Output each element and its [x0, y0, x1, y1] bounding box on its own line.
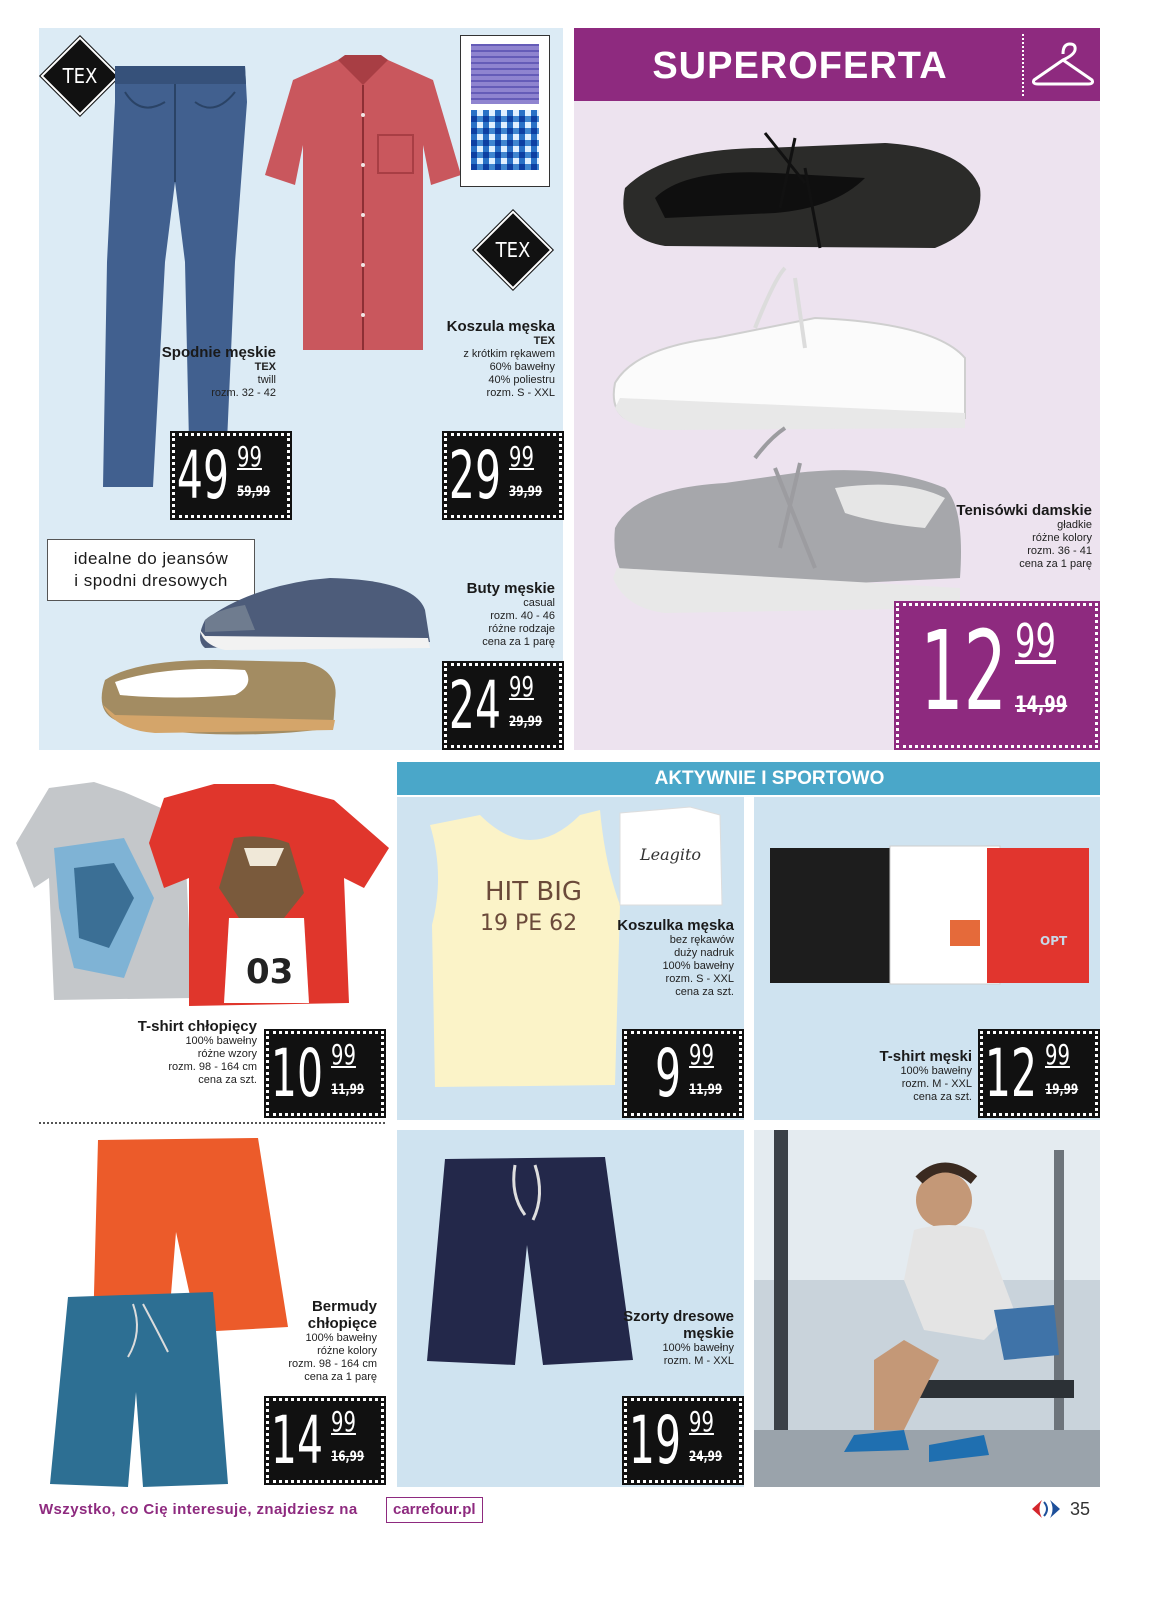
price-cents: 99 [1045, 1038, 1070, 1071]
price-cents: 99 [1015, 614, 1056, 668]
product-spec: rozm. 98 - 164 cm [288, 1358, 377, 1370]
callout-line: i spodni dresowych [74, 571, 228, 590]
price-main: 10 [270, 1035, 323, 1112]
sneakers-image [605, 128, 990, 628]
tex-badge: TEX [40, 36, 119, 115]
price-tag-shirt [444, 433, 562, 518]
banner-divider [1022, 34, 1024, 96]
tshirt-boy-info [135, 1018, 257, 1087]
tank-top-info [600, 917, 734, 999]
price-cents: 99 [331, 1405, 356, 1438]
price-tag-pants [172, 433, 290, 518]
product-spec: rozm. M - XXL [901, 1078, 972, 1090]
price-tag-szorty [624, 1398, 742, 1483]
fabric-swatches [460, 35, 550, 187]
price-main: 49 [176, 437, 229, 514]
product-spec: twill [257, 374, 276, 386]
product-spec: rozm. 40 - 46 [490, 610, 555, 622]
product-spec: cena za 1 parę [304, 1371, 377, 1383]
shirt-info [420, 318, 555, 400]
product-title: Koszula męska [446, 318, 555, 335]
product-spec: cena za 1 parę [482, 636, 555, 648]
swatch-blue-plaid [471, 110, 539, 170]
svg-text:Leagito: Leagito [640, 845, 702, 864]
price-cents: 99 [331, 1038, 356, 1071]
price-tag-tank-top [624, 1031, 742, 1116]
shirt-image [263, 55, 463, 355]
svg-text:OPT: OPT [1040, 934, 1068, 948]
product-title: Szorty dresowe męskie [623, 1308, 734, 1342]
price-tag-men-tshirt [980, 1031, 1098, 1116]
boy-tshirts-image [14, 778, 392, 1008]
carrefour-logo-icon [1030, 1498, 1062, 1520]
men-tshirt-info [840, 1048, 972, 1104]
product-spec: cena za szt. [675, 986, 734, 998]
swatch-purple-check [471, 44, 539, 104]
price-tag-bermudy [266, 1398, 384, 1483]
sport-section-title: AKTYWNIE I SPORTOWO [654, 768, 885, 789]
price-cents: 99 [689, 1405, 714, 1438]
old-price: 24,99 [689, 1449, 723, 1465]
product-title: T-shirt męski [879, 1048, 972, 1065]
svg-text:19 PE 62: 19 PE 62 [480, 911, 578, 936]
product-spec: z krótkim rękawem [463, 348, 555, 360]
product-spec: różne kolory [317, 1345, 377, 1357]
svg-text:03: 03 [246, 952, 294, 992]
price-tag-men-shoes [444, 663, 562, 748]
price-main: 19 [628, 1402, 681, 1479]
product-title: Spodnie męskie [161, 344, 276, 361]
product-spec: różne wzory [197, 1048, 257, 1060]
product-brand: TEX [254, 361, 276, 373]
footer-text: Wszystko, co Cię interesuje, znajdziesz na [39, 1501, 358, 1518]
old-price: 29,99 [509, 714, 543, 730]
hanger-icon [1030, 40, 1096, 90]
product-spec: rozm. 32 - 42 [211, 387, 276, 399]
product-spec: rozm. S - XXL [486, 387, 555, 399]
product-spec: duży nadruk [674, 947, 734, 959]
product-spec: 100% bawełny [305, 1332, 377, 1344]
product-spec: casual [523, 597, 555, 609]
callout-line: idealne do jeansów [73, 549, 229, 568]
szorty-info [600, 1308, 734, 1368]
men-shoes-image [95, 570, 435, 740]
product-spec: rozm. 98 - 164 cm [168, 1061, 257, 1073]
product-title: Tenisówki damskie [956, 502, 1092, 519]
old-price: 11,99 [331, 1082, 365, 1098]
shoes-men-info [420, 580, 555, 649]
dotted-divider [39, 1122, 385, 1124]
tex-badge-shirt: TEX [473, 210, 552, 289]
product-spec: rozm. S - XXL [665, 973, 734, 985]
superoferta-title: SUPEROFERTA [652, 45, 948, 87]
product-spec: rozm. M - XXL [663, 1355, 734, 1367]
product-spec: różne rodzaje [488, 623, 555, 635]
old-price: 14,99 [1015, 693, 1068, 718]
price-tag-sneakers [896, 603, 1098, 748]
price-main: 24 [448, 667, 501, 744]
page-number: 35 [1070, 1499, 1091, 1519]
product-spec: gładkie [1057, 519, 1092, 531]
product-spec: cena za 1 parę [1019, 558, 1092, 570]
price-main: 12 [984, 1035, 1037, 1112]
product-spec: 40% poliestru [488, 374, 555, 386]
price-main: 29 [448, 437, 501, 514]
product-spec: 100% bawełny [662, 1342, 734, 1354]
product-spec: cena za szt. [913, 1091, 972, 1103]
svg-text:HIT BIG: HIT BIG [485, 877, 583, 907]
old-price: 16,99 [331, 1449, 365, 1465]
product-spec: różne kolory [1032, 532, 1092, 544]
price-cents: 99 [509, 440, 534, 473]
old-price: 59,99 [237, 484, 271, 500]
gym-photo [754, 1130, 1100, 1487]
price-main: 14 [270, 1402, 323, 1479]
jeans-image [95, 62, 255, 492]
product-spec: 100% bawełny [900, 1065, 972, 1077]
product-spec: 60% bawełny [489, 361, 555, 373]
bermudy-image [48, 1132, 288, 1492]
product-spec: bez rękawów [669, 934, 734, 946]
price-tag-tshirt-boy [266, 1031, 384, 1116]
price-cents: 99 [237, 440, 262, 473]
product-spec: rozm. 36 - 41 [1027, 545, 1092, 557]
price-main: 12 [920, 607, 1007, 735]
price-cents: 99 [689, 1038, 714, 1071]
product-title: Bermudy chłopięce [307, 1298, 377, 1332]
price-cents: 99 [509, 670, 534, 703]
footer-link[interactable]: carrefour.pl [386, 1497, 483, 1523]
old-price: 19,99 [1045, 1082, 1079, 1098]
price-main: 9 [654, 1035, 681, 1112]
old-price: 11,99 [689, 1082, 723, 1098]
men-tshirts-image [765, 840, 1095, 990]
product-brand: TEX [533, 335, 555, 347]
product-title: T-shirt chłopięcy [137, 1018, 257, 1035]
old-price: 39,99 [509, 484, 543, 500]
bermudy-info [255, 1298, 377, 1384]
product-title: Buty męskie [466, 580, 555, 597]
product-spec: cena za szt. [198, 1074, 257, 1086]
product-spec: 100% bawełny [185, 1035, 257, 1047]
product-title: Koszulka męska [617, 917, 734, 934]
pants-info [150, 344, 276, 400]
product-spec: 100% bawełny [662, 960, 734, 972]
sneakers-info [955, 502, 1092, 571]
